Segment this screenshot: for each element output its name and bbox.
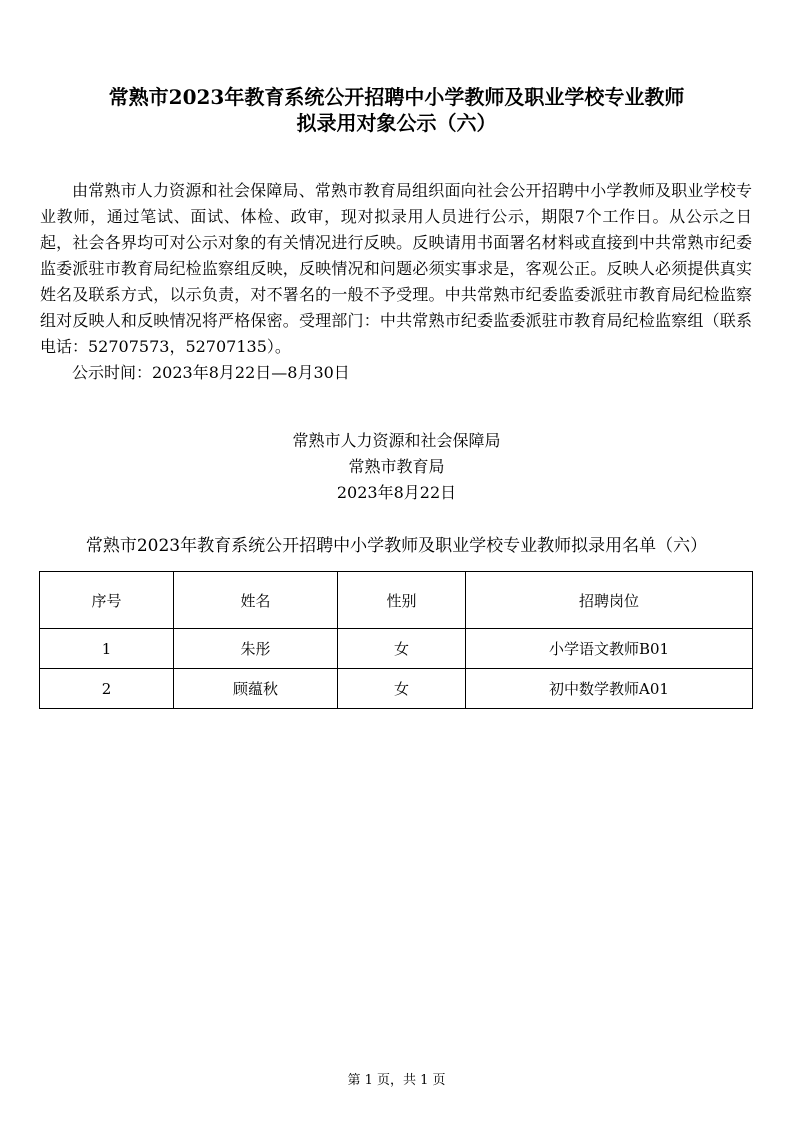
- cell-name: 顾蕴秋: [174, 669, 338, 709]
- header-name: 姓名: [174, 572, 338, 629]
- cell-index: 1: [40, 629, 174, 669]
- signature-org-education-bureau: 常熟市教育局: [348, 457, 445, 476]
- list-title: 常熟市2023年教育系统公开招聘中小学教师及职业学校专业教师拟录用名单（六）: [85, 536, 708, 556]
- cell-position: 初中数学教师A01: [466, 669, 753, 709]
- cell-index: 2: [40, 669, 174, 709]
- table-row: [40, 669, 753, 709]
- document-title-line-1: 常熟市2023年教育系统公开招聘中小学教师及职业学校专业教师: [108, 85, 685, 109]
- announcement-paragraph: 由常熟市人力资源和社会保障局、常熟市教育局组织面向社会公开招聘中小学教师及职业学校专业教师，通过笔试、面试、体检、政审，现对拟录用人员进行公示，期限7个工作日。从公示之日起，社会各界均可对公示对象的有关情况进行反映。反映请用书面署名材料或直接到中共常熟市纪委监委派驻市教育局纪检监察组反映，反映情况和问题必须实事求是，客观公正。反映人必须提供真实姓名及联系方式，以示负责，对不署名的一般不予受理。中共常熟市纪委监委派驻市教育局纪检监察组对反映人和反映情况将严格保密。受理部门：中共常熟市纪委监委派驻市教育局纪检监察组（联系电话：52707573，52707135）。: [40, 181, 752, 356]
- header-index: 序号: [40, 572, 174, 629]
- header-position: 招聘岗位: [466, 572, 753, 629]
- publicity-time: 公示时间：2023年8月22日—8月30日: [72, 363, 350, 382]
- table-row: [40, 629, 753, 669]
- candidate-table: [39, 571, 753, 709]
- document-title-line-2: 拟录用对象公示（六）: [296, 111, 497, 135]
- cell-gender: 女: [337, 669, 465, 709]
- header-gender: 性别: [337, 572, 465, 629]
- cell-position: 小学语文教师B01: [466, 629, 753, 669]
- signature-date: 2023年8月22日: [336, 483, 457, 502]
- signature-org-hr-bureau: 常熟市人力资源和社会保障局: [292, 431, 501, 450]
- cell-gender: 女: [337, 629, 465, 669]
- page-footer: 第 1 页，共 1 页: [347, 1073, 446, 1088]
- cell-name: 朱彤: [174, 629, 338, 669]
- table-header-row: [40, 572, 753, 629]
